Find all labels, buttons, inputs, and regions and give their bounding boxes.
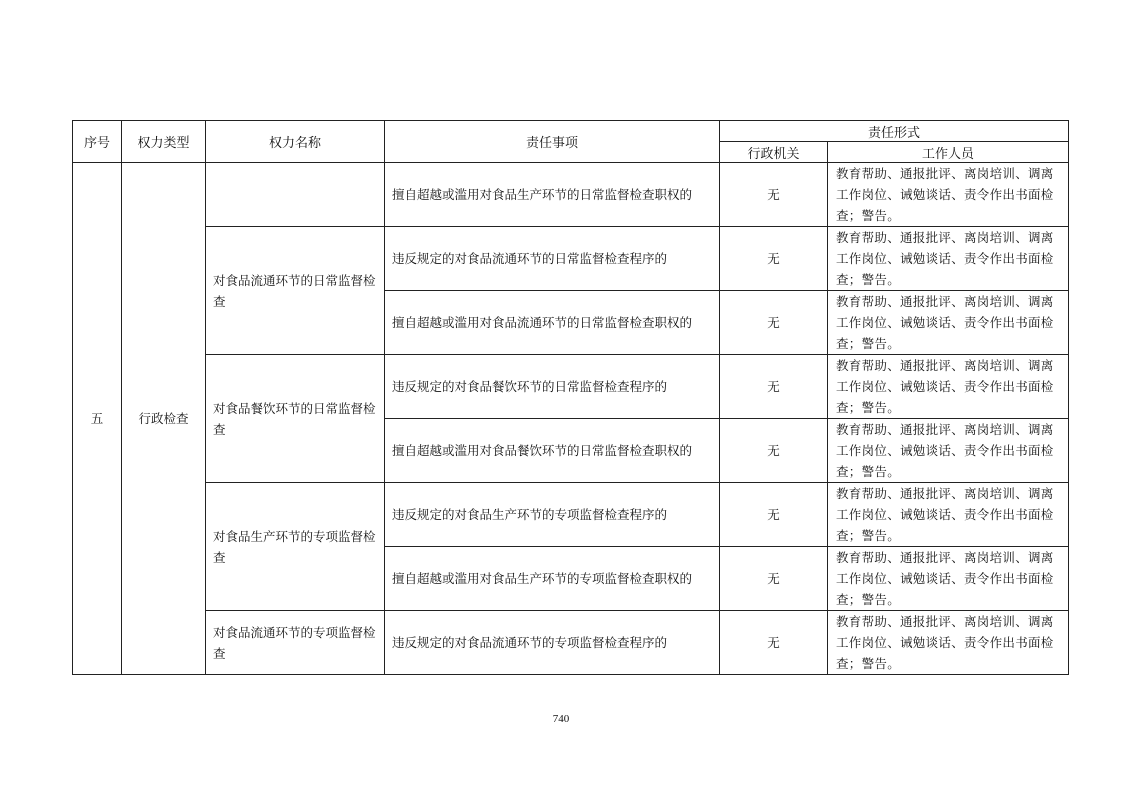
table-row (73, 611, 1069, 675)
responsibility-cell: 违反规定的对食品流通环节的专项监督检查程序的 (385, 611, 720, 675)
staff-cell: 教育帮助、通报批评、离岗培训、调离工作岗位、诫勉谈话、责令作出书面检查；警告。 (828, 355, 1069, 419)
responsibility-cell: 擅自超越或滥用对食品流通环节的日常监督检查职权的 (385, 291, 720, 355)
staff-cell: 教育帮助、通报批评、离岗培训、调离工作岗位、诫勉谈话、责令作出书面检查；警告。 (828, 611, 1069, 675)
table-row (73, 355, 1069, 419)
admin-org-cell: 无 (720, 227, 828, 291)
staff-cell: 教育帮助、通报批评、离岗培训、调离工作岗位、诫勉谈话、责令作出书面检查；警告。 (828, 547, 1069, 611)
responsibility-cell: 擅自超越或滥用对食品生产环节的日常监督检查职权的 (385, 163, 720, 227)
responsibility-table (72, 120, 1069, 675)
staff-cell: 教育帮助、通报批评、离岗培训、调离工作岗位、诫勉谈话、责令作出书面检查；警告。 (828, 483, 1069, 547)
admin-org-cell: 无 (720, 483, 828, 547)
table-row (73, 163, 1069, 227)
staff-cell: 教育帮助、通报批评、离岗培训、调离工作岗位、诫勉谈话、责令作出书面检查；警告。 (828, 227, 1069, 291)
admin-org-cell: 无 (720, 419, 828, 483)
admin-org-cell: 无 (720, 611, 828, 675)
admin-org-cell: 无 (720, 291, 828, 355)
admin-org-cell: 无 (720, 547, 828, 611)
responsibility-cell: 违反规定的对食品流通环节的日常监督检查程序的 (385, 227, 720, 291)
responsibility-cell: 擅自超越或滥用对食品餐饮环节的日常监督检查职权的 (385, 419, 720, 483)
table-row (73, 227, 1069, 291)
power-name-cell: 对食品流通环节的日常监督检查 (206, 227, 385, 355)
responsibility-cell: 擅自超越或滥用对食品生产环节的专项监督检查职权的 (385, 547, 720, 611)
power-name-cell: 对食品流通环节的专项监督检查 (206, 611, 385, 675)
header-power-name: 权力名称 (206, 121, 385, 163)
header-responsibility: 责任事项 (385, 121, 720, 163)
staff-cell: 教育帮助、通报批评、离岗培训、调离工作岗位、诫勉谈话、责令作出书面检查；警告。 (828, 291, 1069, 355)
header-power-type: 权力类型 (122, 121, 206, 163)
staff-cell: 教育帮助、通报批评、离岗培训、调离工作岗位、诫勉谈话、责令作出书面检查；警告。 (828, 419, 1069, 483)
staff-cell: 教育帮助、通报批评、离岗培训、调离工作岗位、诫勉谈话、责令作出书面检查；警告。 (828, 163, 1069, 227)
admin-org-cell: 无 (720, 163, 828, 227)
power-name-cell: 对食品生产环节的专项监督检查 (206, 483, 385, 611)
responsibility-cell: 违反规定的对食品生产环节的专项监督检查程序的 (385, 483, 720, 547)
header-admin-org: 行政机关 (720, 142, 828, 163)
header-staff: 工作人员 (828, 142, 1069, 163)
responsibility-cell: 违反规定的对食品餐饮环节的日常监督检查程序的 (385, 355, 720, 419)
header-form: 责任形式 (720, 121, 1069, 142)
seq-cell: 五 (73, 163, 122, 675)
power-type-cell: 行政检查 (122, 163, 206, 675)
power-name-cell (206, 163, 385, 227)
header-seq: 序号 (73, 121, 122, 163)
power-name-cell: 对食品餐饮环节的日常监督检查 (206, 355, 385, 483)
page-number: 740 (552, 713, 570, 725)
admin-org-cell: 无 (720, 355, 828, 419)
table-row (73, 483, 1069, 547)
